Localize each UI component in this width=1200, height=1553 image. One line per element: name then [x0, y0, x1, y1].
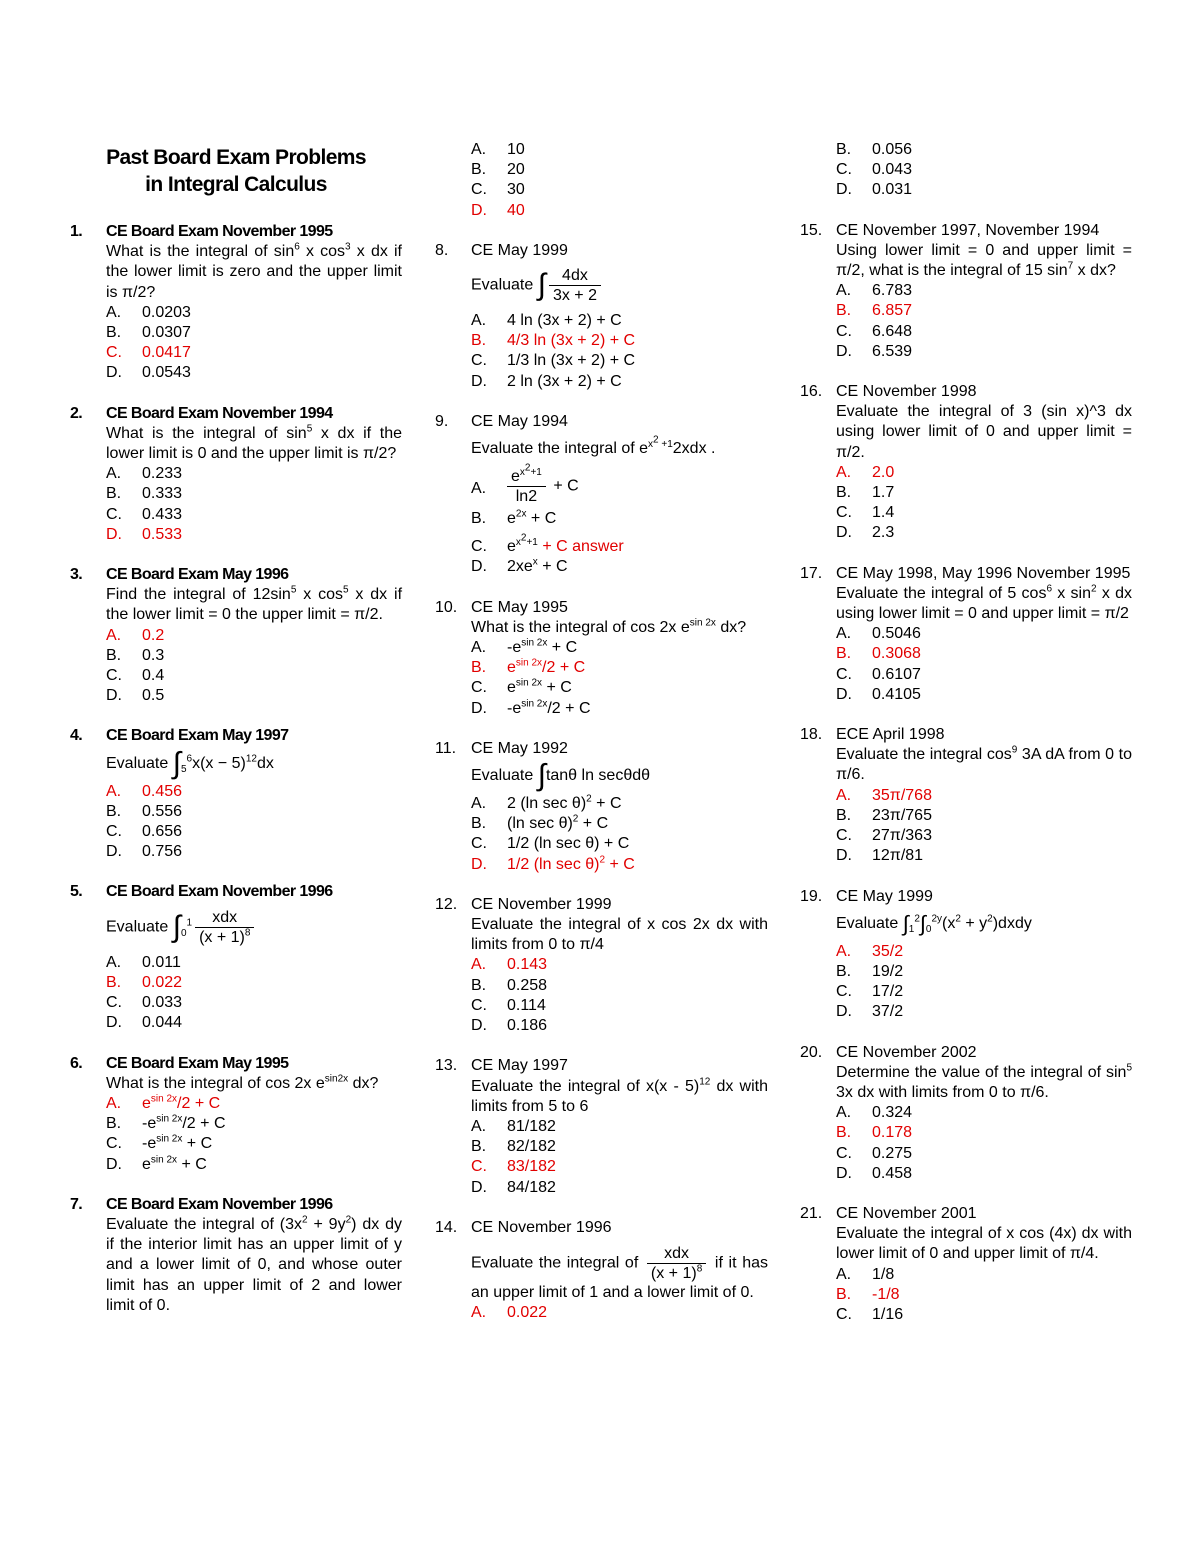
problem-number: 9.: [435, 412, 449, 430]
problem-source: CE Board Exam May 1997: [106, 727, 289, 745]
problem-10: [435, 598, 768, 719]
title-line-2: in Integral Calculus: [145, 173, 327, 196]
choice-b: B. (ln sec θ)$^2$ + C: [471, 813, 609, 833]
choice-d: D. 2 ln (3x + 2) + C: [471, 372, 622, 390]
problem-number: 20.: [800, 1043, 823, 1061]
choice-d: D. $-e^{sin 2x}/2 + C$: [471, 698, 591, 717]
problem-question: Evaluate the integral of x cos 2x dx with limits from 0 to π/4: [471, 916, 768, 954]
choice-a: A. 0.5046: [836, 625, 921, 643]
problem-source: CE Board Exam November 1996: [106, 883, 333, 901]
choice-a-answer: A. 0.2: [106, 626, 165, 644]
problem-equation: Evaluate ∫tanθ ln secθdθ: [471, 758, 651, 792]
problem-7: [70, 1195, 402, 1316]
column-2: [435, 140, 768, 1343]
choice-a: A. 0.324: [836, 1104, 913, 1122]
problem-12: [435, 895, 768, 1036]
problem-question: What is the integral of cos 2x $e^{sin 2x}$ dx?: [471, 617, 747, 636]
problem-source: CE May 1992: [471, 739, 568, 757]
choice-d: D. 12π/81: [836, 847, 924, 865]
choice-a-answer: A. 2.0: [836, 463, 895, 481]
problem-18: [800, 725, 1132, 866]
problem-8: [435, 241, 768, 392]
problem-number: 12.: [435, 895, 458, 913]
choice-c-answer: C. 83/182: [471, 1158, 556, 1176]
integral-sign-icon: ∫: [172, 910, 181, 944]
problem-14-choices: [800, 140, 1132, 201]
choice-c: C. 30: [471, 181, 525, 199]
problem-question: Evaluate the integral $\cos^9 3A$ dA from 0 to π/6.: [836, 744, 1132, 784]
choice-a: A. 6.783: [836, 282, 913, 300]
problem-number: 13.: [435, 1057, 458, 1075]
problem-source: CE Board Exam May 1996: [106, 566, 289, 584]
integral-sign-icon: ∫: [902, 910, 909, 936]
choice-a: A. 0.0203: [106, 303, 191, 321]
problem-question: Evaluate the integral of x cos (4x) dx with lower limit of 0 and upper limit of π/4.: [836, 1225, 1132, 1263]
problem-question: Evaluate the integral of xdx $(x + 1)^8$ if it has an upper limit of 1 and a lower limit of 0.: [471, 1244, 768, 1301]
choice-a: A. 2 (ln sec θ)$^2$ + C: [471, 793, 622, 813]
problem-number: 15.: [800, 221, 823, 239]
choice-a: A. 0.011: [106, 953, 181, 971]
choice-b: B. 0.056: [836, 141, 913, 158]
problem-14: [435, 1218, 768, 1324]
choice-a-answer: A. 35/2: [836, 942, 904, 960]
choice-d: D. 0.0543: [106, 364, 191, 382]
problem-source: CE November 1996: [471, 1218, 612, 1236]
choice-d: D. $e^{sin 2x} + C$: [106, 1154, 207, 1173]
choice-b: B. 0.333: [106, 485, 183, 503]
problem-6: [70, 1054, 402, 1175]
choice-a: A. 10: [471, 141, 525, 158]
problem-question: Evaluate the integral of x(x - 5)$^{12}$ dx with limits from 5 to 6: [471, 1076, 768, 1115]
problem-number: 17.: [800, 564, 823, 582]
problem-question: Find the integral of $12\sin^5$ x $\cos^5 x$ dx if the lower limit = 0 the upper limit = π/2.: [106, 584, 403, 624]
column-1: [70, 140, 402, 1336]
choice-a: A. $-e^{sin 2x} + C$: [471, 637, 578, 657]
problem-15: [800, 221, 1132, 362]
problem-source: CE May 1999: [836, 887, 933, 905]
choice-c: C. 0.656: [106, 823, 183, 841]
problem-question: Evaluate the integral of 3 (sin x)^3 dx using lower limit of 0 and upper limit = π/2.: [836, 403, 1132, 461]
choice-c: C. 1/16: [836, 1305, 904, 1323]
choice-b: B. 0.258: [471, 976, 548, 994]
choice-b-answer: B. $e^{sin 2x}/2 + C$: [471, 657, 586, 677]
problem-source: CE November 1999: [471, 895, 612, 913]
choice-d: D. 6.539: [836, 342, 913, 360]
problem-source: CE Board Exam May 1995: [106, 1054, 289, 1072]
choice-d: D. 0.044: [106, 1014, 183, 1032]
problem-question: Evaluate the integral of $(3x^2 + 9y^2)$ dx dy if the interior limit has an upper limit of y and a lower limit of 0, and whose outer limit has an upper limit of 2 and lower limit of 0.: [106, 1214, 402, 1314]
problem-source: CE Board Exam November 1995: [106, 223, 333, 240]
choice-a-answer: A. 35π/768: [836, 786, 932, 804]
choice-c: C. $e^{x^2+1} + C$ answer: [471, 532, 624, 556]
choice-d: D. 0.458: [836, 1164, 913, 1182]
problem-source: CE November 2002: [836, 1043, 977, 1061]
answer-note: answer: [567, 538, 624, 556]
choice-d: D. 0.031: [836, 181, 913, 199]
choice-d-answer: D. 40: [471, 201, 525, 219]
choice-c: C. $e^{sin 2x} + C$: [471, 678, 572, 697]
choice-b: B. $e^{2x} + C$: [471, 508, 557, 528]
problem-source: CE Board Exam November 1994: [106, 404, 333, 422]
problem-source: CE Board Exam November 1996: [106, 1195, 333, 1213]
problem-number: 2.: [70, 404, 83, 422]
choice-b: B. 23π/765: [836, 806, 932, 824]
problem-question: Determine the value of the integral of $\sin^5 3x$ dx with limits from 0 to π/6.: [836, 1062, 1132, 1101]
problem-4: [70, 726, 402, 862]
document-title: [70, 144, 402, 198]
problem-21: [800, 1204, 1132, 1325]
title-line-1: Past Board Exam Problems: [106, 146, 366, 169]
choice-a: A. $\frac{e^{x^2+1}}{\ln 2}$ + C: [471, 462, 579, 506]
problem-source: CE November 2001: [836, 1204, 977, 1222]
choice-c: C. 0.275: [836, 1144, 913, 1162]
problem-question: What is the integral of cos 2x $e^{sin2x}$ dx?: [106, 1073, 379, 1092]
choice-a-answer: A. 0.456: [106, 782, 183, 800]
choice-b: B. 0.3: [106, 646, 165, 664]
column-3: [800, 140, 1132, 1345]
choice-d: D. 0.4105: [836, 685, 921, 703]
problem-7-choices: [435, 140, 768, 221]
choice-b-answer: B. -1/8: [836, 1285, 900, 1303]
choice-c: C. 1.4: [836, 504, 895, 522]
problem-number: 7.: [70, 1195, 83, 1213]
choice-a: A. 0.233: [106, 465, 183, 483]
choice-a-answer: A. 0.143: [471, 956, 548, 974]
choice-d: D. 84/182: [471, 1178, 556, 1196]
problem-9: [435, 412, 768, 578]
choice-b: B. 0.556: [106, 802, 183, 820]
choice-c: C. $-e^{sin 2x} + C$: [106, 1133, 213, 1153]
choice-d-answer: D. 0.533: [106, 525, 183, 543]
choice-b-answer: B. 4/3 ln (3x + 2) + C: [471, 332, 636, 350]
problem-number: 3.: [70, 566, 83, 584]
problem-equation: Evaluate the integral of $e^{x^2 +1}2xdx$ .: [471, 434, 716, 458]
choice-c: C. 0.043: [836, 161, 913, 179]
problem-source: CE May 1997: [471, 1057, 568, 1075]
choice-c: C. 0.6107: [836, 665, 921, 683]
choice-a-answer: A. 0.022: [471, 1304, 548, 1322]
problem-source: CE November 1997, November 1994: [836, 221, 1100, 239]
choice-d: D. 37/2: [836, 1003, 904, 1021]
problem-source: CE May 1999: [471, 241, 568, 259]
choice-b-answer: B. 0.022: [106, 973, 183, 991]
choice-c: C. 0.433: [106, 505, 183, 523]
choice-b: B. 20: [471, 161, 525, 179]
problem-question: What is the integral of $\sin^5 x$ dx if the lower limit is 0 and the upper limit is π/2?: [106, 423, 403, 463]
problem-number: 6.: [70, 1054, 83, 1072]
problem-source: CE May 1994: [471, 412, 568, 430]
problem-question: Evaluate the integral of 5 $\cos^6 x$ $\sin^2 x$ dx using lower limit = 0 and upper limit = π/2: [836, 583, 1132, 623]
problem-3: [70, 565, 402, 706]
problem-13: [435, 1056, 768, 1197]
problem-number: 16.: [800, 383, 823, 401]
problem-number: 19.: [800, 887, 823, 905]
choice-b-answer: B. 0.178: [836, 1124, 913, 1142]
choice-d: D. 0.5: [106, 687, 165, 705]
problem-20: [800, 1043, 1132, 1184]
problem-16: [800, 382, 1132, 544]
problem-source: CE May 1998, May 1996 November 1995: [836, 564, 1131, 582]
problem-11: [435, 739, 768, 875]
problem-number: 10.: [435, 598, 458, 616]
integral-sign-icon: ∫: [172, 746, 181, 780]
problem-number: 18.: [800, 726, 823, 744]
choice-a-answer: A. $e^{sin 2x}/2 + C$: [106, 1093, 221, 1112]
problem-1: [70, 222, 402, 384]
problem-number: 11.: [435, 739, 457, 757]
problem-source: CE May 1995: [471, 598, 568, 616]
problem-5: [70, 882, 402, 1033]
problem-number: 5.: [70, 883, 83, 901]
problem-number: 1.: [70, 223, 83, 240]
integral-sign-icon: ∫: [537, 268, 546, 302]
choice-b: B. 1.7: [836, 484, 895, 502]
choice-c: C. 27π/363: [836, 827, 932, 845]
choice-b: B. 0.0307: [106, 324, 191, 342]
choice-d-answer: D. 1/2 (ln sec θ)$^2$ + C: [471, 854, 635, 873]
problem-19: [800, 887, 1132, 1023]
choice-a: A. 4 ln (3x + 2) + C: [471, 312, 622, 330]
problem-number: 4.: [70, 727, 83, 745]
problem-number: 21.: [800, 1204, 823, 1222]
choice-c: C. 1/2 (ln sec θ) + C: [471, 835, 630, 853]
choice-b-answer: B. 0.3068: [836, 645, 921, 663]
problem-equation: Evaluate $\int_5^6x(x - 5)^{12}dx$: [106, 746, 274, 780]
problem-number: 14.: [435, 1218, 458, 1236]
choice-d: D. $2xe^x + C$: [471, 557, 568, 576]
choice-c: C. 1/3 ln (3x + 2) + C: [471, 352, 636, 370]
problem-question: What is the integral of $\sin^6 x$ $\cos^3 x$ dx if the lower limit is zero and the upper limit is π/2?: [106, 241, 403, 301]
choice-c: C. 0.114: [471, 996, 546, 1014]
choice-c: C. 0.033: [106, 994, 183, 1012]
integral-sign-icon: ∫: [919, 910, 926, 936]
choice-a: A. 81/182: [471, 1117, 556, 1135]
choice-c-answer: C. 0.0417: [106, 344, 191, 362]
choice-b: B. $-e^{sin 2x}/2 + C$: [106, 1113, 226, 1133]
problem-17: [800, 564, 1132, 705]
choice-b-answer: B. 6.857: [836, 302, 913, 320]
choice-c: C. 6.648: [836, 322, 913, 340]
problem-number: 8.: [435, 241, 449, 259]
integral-sign-icon: ∫: [537, 758, 546, 792]
choice-c: C. 0.4: [106, 667, 165, 685]
problem-question: Using lower limit = 0 and upper limit = π/2, what is the integral of 15 $\sin^7 x$ dx?: [836, 241, 1132, 280]
problem-equation: Evaluate $\int_0^1$ xdx $(x + 1)^8$: [106, 908, 402, 947]
problem-equation: Evaluate ∫ $\frac{4dx}{3x + 2}$: [471, 266, 768, 305]
choice-b: B. 19/2: [836, 962, 904, 980]
choice-d: D. 2.3: [836, 524, 895, 542]
choice-c: C. 17/2: [836, 983, 904, 1001]
problem-source: ECE April 1998: [836, 726, 945, 744]
problem-source: CE November 1998: [836, 383, 977, 401]
problem-2: [70, 404, 402, 545]
choice-d: D. 0.756: [106, 843, 183, 861]
problem-equation: Evaluate $\int_1^2\int_0^{2y}(x^2$ + $y^2)dxdy$: [836, 910, 1032, 936]
choice-b: B. 82/182: [471, 1138, 556, 1156]
choice-d: D. 0.186: [471, 1017, 548, 1035]
choice-a: A. 1/8: [836, 1265, 895, 1283]
